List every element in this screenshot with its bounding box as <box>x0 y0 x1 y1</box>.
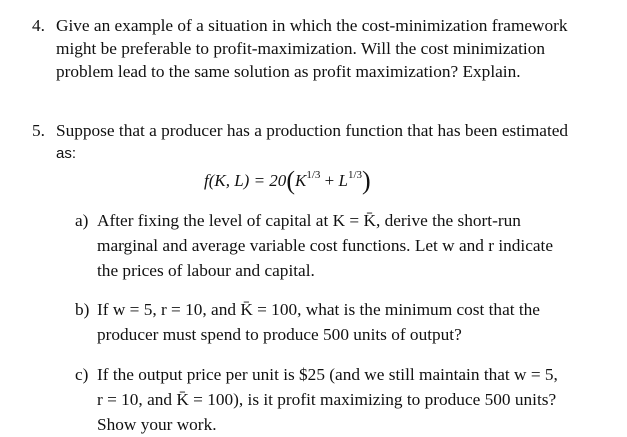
text-line: r = 10, and K̄ = 100), is it profit maximizing to produce 500 units? <box>97 390 557 409</box>
formula-lhs: f(K, L) = 20 <box>204 171 287 190</box>
text-line: producer must spend to produce 500 units of output? <box>97 325 462 344</box>
formula-plus: + <box>320 171 339 190</box>
text-line: problem lead to the same solution as profit maximization? Explain. <box>56 62 521 81</box>
formula-term2-exponent: 1/3 <box>347 169 363 181</box>
formula-close-paren: ) <box>362 166 371 195</box>
formula-term1-base: K <box>294 171 307 190</box>
text-line: If the output price per unit is $25 (and we still maintain that w = 5, <box>97 365 558 384</box>
formula-open-paren: ( <box>286 166 295 195</box>
formula-term1-exponent: 1/3 <box>306 169 321 181</box>
text-line: Suppose that a producer has a production function that has been estimated <box>56 121 569 140</box>
formula-term2-base: L <box>338 171 348 190</box>
subquestion-label: b) <box>75 300 90 319</box>
text-line: After fixing the level of capital at K = K̄, derive the short-run <box>97 211 521 230</box>
question-number: 4. <box>32 16 45 35</box>
subquestion-label: a) <box>75 211 89 230</box>
subquestion-text <box>97 362 558 437</box>
text-line: If w = 5, r = 10, and K̄ = 100, what is the minimum cost that the <box>97 300 540 319</box>
question-text <box>56 119 568 165</box>
subquestion-text <box>97 208 553 283</box>
text-line: as: <box>56 145 77 162</box>
text-line: Show your work. <box>97 415 217 434</box>
text-line: Give an example of a situation in which the cost-minimization framework <box>56 16 568 35</box>
text-line: marginal and average variable cost functions. Let w and r indicate <box>97 236 554 255</box>
subquestion-text <box>97 297 540 347</box>
question-text <box>56 14 568 83</box>
production-function-formula <box>204 166 371 196</box>
subquestion-label: c) <box>75 365 89 384</box>
text-line: the prices of labour and capital. <box>97 261 315 280</box>
text-line: might be preferable to profit-maximization. Will the cost minimization <box>56 39 545 58</box>
question-number: 5. <box>32 121 45 140</box>
